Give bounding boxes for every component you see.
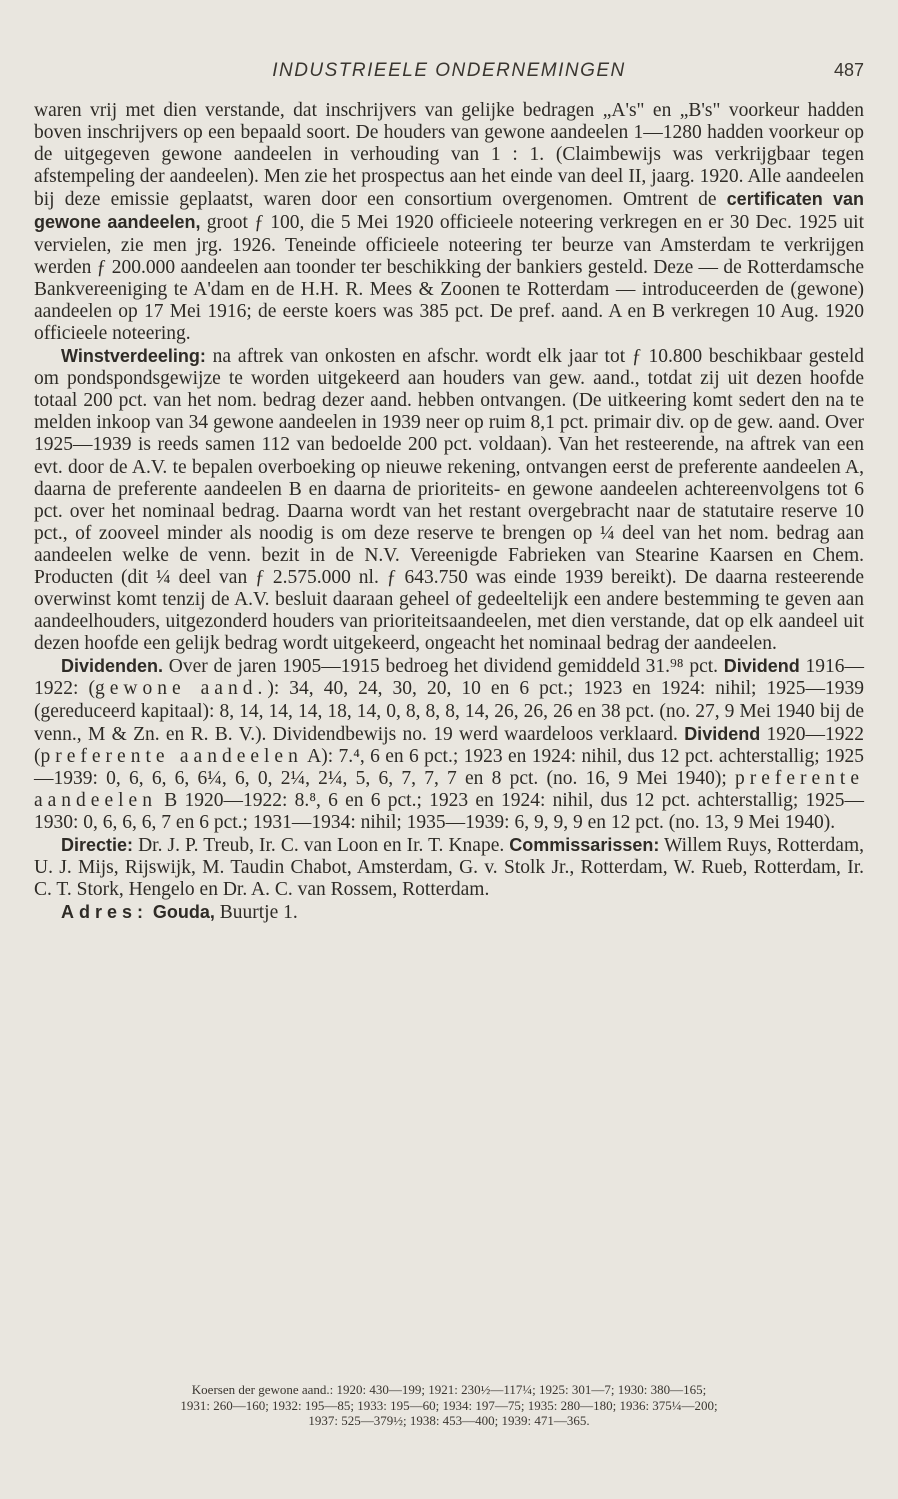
paragraph-issue-details [34, 100, 864, 345]
body-text [34, 100, 864, 924]
text-run: Dr. J. P. Treub, Ir. C. van Loon en Ir. T. Knape. [133, 835, 510, 857]
spaced-term: preferente aandeelen [40, 745, 303, 767]
bold-term: Dividend [723, 656, 800, 677]
text-run: 1916—1922: ( [34, 656, 864, 700]
footnote-line: 1931: 260—160; 1932: 195—85; 1933: 195—60; 1934: 197—75; 1935: 280—180; 1936: 375¼—200; [180, 1397, 718, 1413]
text-run: groot ƒ 100, die 5 Mei 1920 officieele noteering verkregen en er 30 Dec. 1925 uit vervielen, zie men jrg. 1926. Teneinde officieele noteering ter beurze van Amsterdam te verkrijgen werden ƒ 200.000 aandeelen aan toonder ter beschikking der bankiers gesteld. Deze — de Rotterdamsche Bankvereeniging te A'dam en de H.H. R. Mees & Zoonen te Rotterdam — introduceerden de (gewone) aandeelen op 17 Mei 1916; de eerste koers was 385 pct. De pref. aand. A en B verkregen 10 Aug. 1920 officieele noteering. [34, 212, 864, 344]
footnote-line: 1937: 525—379½; 1938: 453—400; 1939: 471—365. [308, 1413, 590, 1428]
section-heading: Commissarissen: [509, 835, 660, 856]
text-run: A): 7.⁴, 6 en 6 pct.; 1923 en 1924: nihil, dus 12 pct. achterstallig; 1925—1939: 0, 6, 6, 6, 6¼, 6, 0, 2¼, 2¼, 5, 6, 7, 7, 7 en 8 pct. (no. 16, 9 Mei 1940); [34, 745, 864, 789]
running-title: INDUSTRIEELE ONDERNEMINGEN [272, 60, 626, 81]
bold-term: Gouda, [152, 902, 215, 923]
bold-term: Dividend [684, 723, 761, 744]
text-run: Willem Ruys, Rotterdam, U. J. Mijs, Rijswijk, M. Taudin Chabot, Amsterdam, G. v. Stolk Jr., Rotterdam, W. Rueb, Rotterdam, Ir. C. T. Stork, Hengelo en Dr. A. C. van Rossem, Rotterdam. [34, 835, 864, 901]
spaced-term: preferente aandeelen [34, 767, 864, 811]
text-run: Buurtje 1. [214, 902, 298, 924]
text-run: B 1920—1922: 8.⁸, 6 en 6 pct.; 1923 en 1924: nihil, dus 12 pct. achterstallig; 1925—1930: 0, 6, 6, 6, 7 en 6 pct.; 1931—1934: nihil; 1935—1939: 6, 9, 9, 9 en 12 pct. (no. 13, 9 Mei 1940). [34, 789, 864, 833]
section-heading: Dividenden. [61, 656, 164, 677]
text-run: na aftrek van onkosten en afschr. wordt elk jaar tot ƒ 10.800 beschikbaar gesteld om pondspondsgewijze te worden uitgekeerd aan houders van gew. aand., totdat zij uit dezen hoofde totaal 200 pct. van het nom. bedrag dezer aand. hebben ontvangen. (De uitkeering komt sedert den na te melden inkoop van 34 gewone aandeelen in 1939 neer op ruim 8,1 pct. primair div. op de gew. aand. Over 1925—1939 is reeds samen 112 van bedoelde 200 pct. voldaan). Van het resteerende, na aftrek van een evt. door de A.V. te bepalen overboeking op nieuwe rekening, ontvangen eerst de preferente aandeelen A, daarna de preferente aandeelen B en daarna de prioriteits- en gewone aandeelen achtereenvolgens tot 6 pct. over het nominaal bedrag. Daarna wordt van het restant overgebracht naar de statutaire reserve 10 pct., of zooveel minder als noodig is om deze reserve te brengen op ¼ deel van het nom. bedrag aan aandeelen welke de venn. bezit in de N.V. Vereenigde Fabrieken van Stearine Kaarsen en Chem. Producten (dit ¼ deel van ƒ 2.575.000 nl. ƒ 643.750 was einde 1939 bereikt). De daarna resteerende overwinst komt tenzij de A.V. besluit daaraan geheel of gedeeltelijk een andere bestemming te geven aan aandeelhouders, uitgezonderd houders van prioriteitsaandeelen, met dien verstande, dat op elk aandeel uit dezen hoofde een gelijk bedrag wordt uitgekeerd, ongeacht het nominaal bedrag der aandeelen. [34, 346, 864, 655]
section-heading: Directie: [61, 835, 134, 856]
text-run: Over de jaren 1905—1915 bedroeg het dividend gemiddeld 31.⁹⁸ pct. [163, 656, 724, 678]
paragraph-dividends [34, 655, 864, 834]
footnote-share-prices [34, 1382, 864, 1429]
spaced-term: gewone aand. [94, 678, 268, 700]
text-run: 1920—1922 ( [34, 723, 865, 767]
page-header [34, 60, 864, 90]
footnote-line: Koersen der gewone aand.: 1920: 430—199; 1921: 230½—117¼; 1925: 301—7; 1930: 380—165; [191, 1382, 707, 1397]
paragraph-address [34, 901, 864, 924]
text-run: waren vrij met dien verstande, dat inschrijvers van gelijke bedragen „A's" en „B's" voorkeur hadden boven inschrijvers op een bepaald soort. De houders van gewone aandeelen 1—1280 hadden voorkeur op de uitgegeven gewone aandeelen in verhouding van 1 : 1. (Claimbewijs was verkrijgbaar tegen afstempeling der aandeelen). Men zie het prospectus aan het einde van deel II, jaarg. 1920. Alle aandeelen bij deze emissie geplaatst, waren door een consortium overgenomen. Omtrent de [34, 100, 864, 211]
page-number: 487 [833, 60, 864, 80]
text-run: ): 34, 40, 24, 30, 20, 10 en 6 pct.; 1923 en 1924: nihil; 1925—1939 (gereduceerd kapitaal): 8, 14, 14, 14, 18, 14, 0, 8, 8, 8, 14, 26, 26, 26 en 38 pct. (no. 27, 9 Mei 1940 bij de venn., M & Zn. en R. B. V.). Dividendbewijs no. 19 werd waardeloos verklaard. [34, 678, 864, 745]
paragraph-profit-distribution [34, 345, 864, 655]
section-heading: Adres: [61, 902, 149, 923]
paragraph-management [34, 834, 864, 901]
section-heading: Winstverdeeling: [61, 346, 206, 367]
bold-term: certificaten van gewone aandeelen, [34, 189, 864, 233]
